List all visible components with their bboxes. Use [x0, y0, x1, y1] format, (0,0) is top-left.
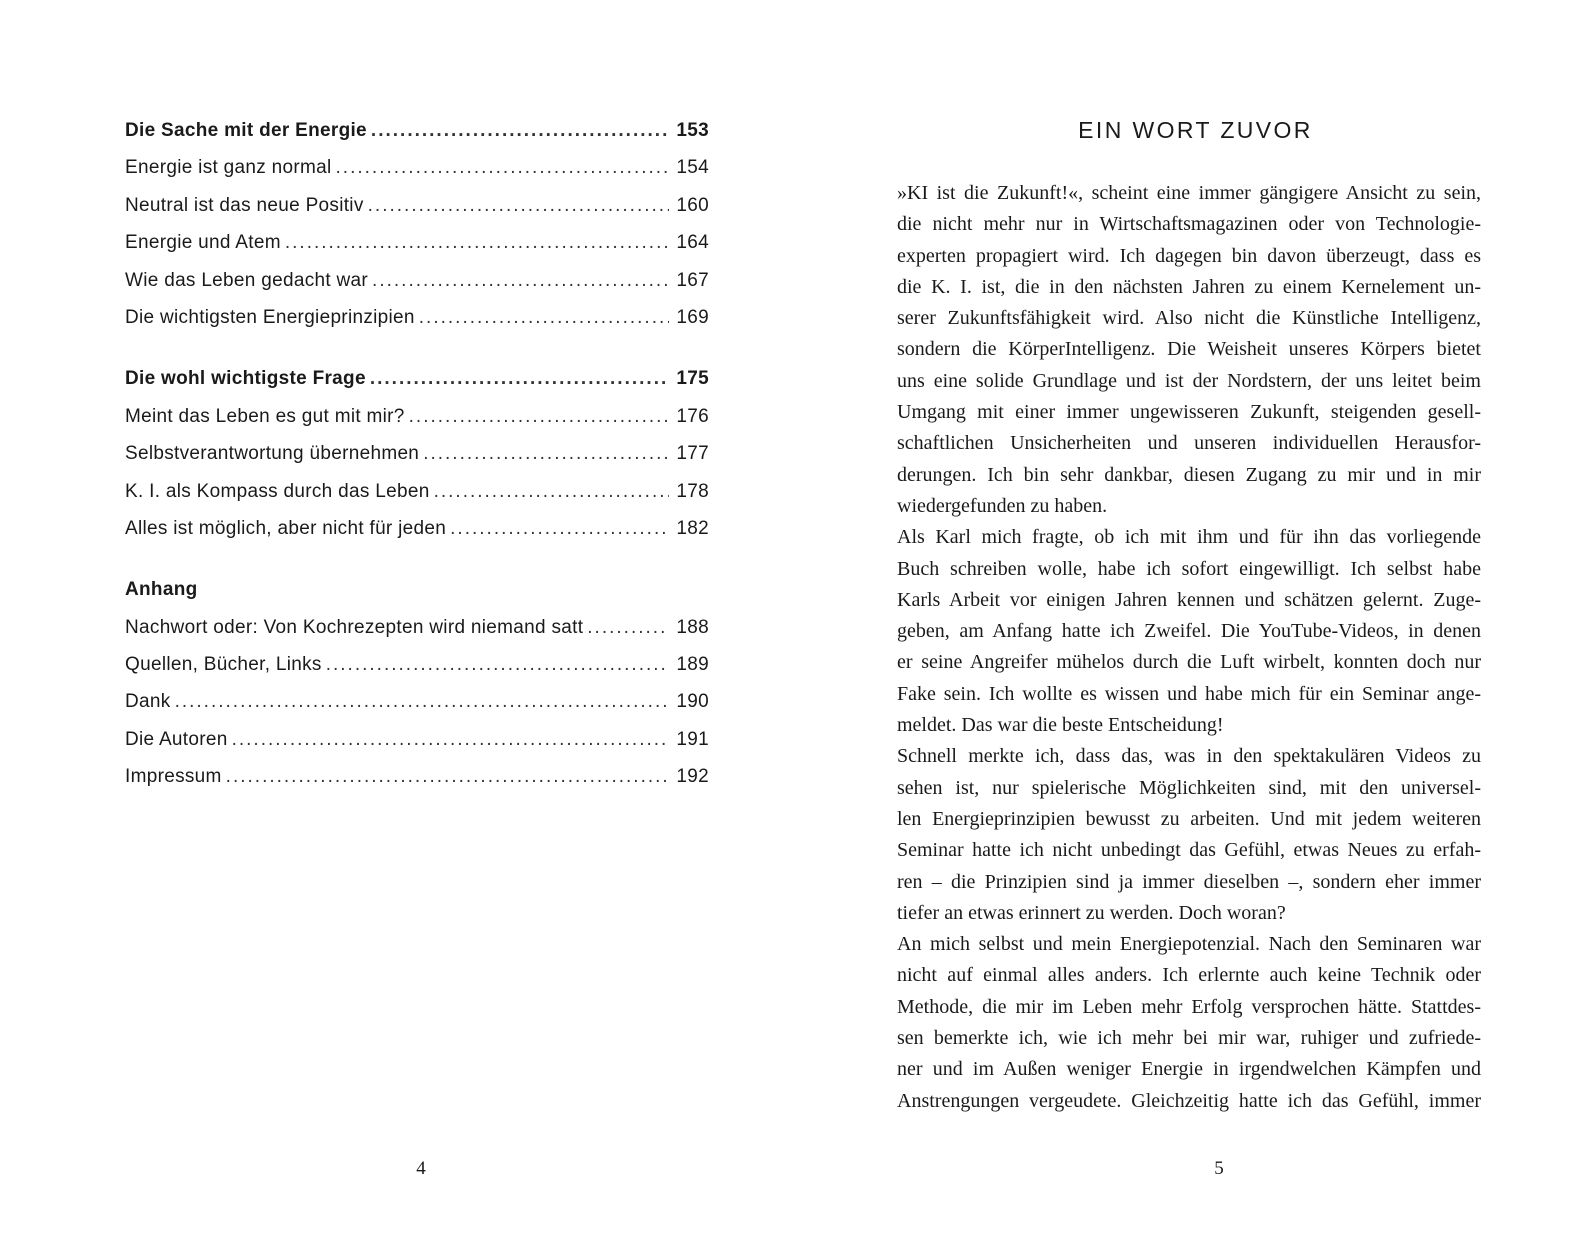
body-line: Buch schreiben wolle, habe ich sofort eingewilligt. Ich selbst habe [897, 557, 1481, 580]
toc-heading-page: 153 [676, 120, 709, 141]
toc-entry [125, 510, 709, 547]
toc-leader-dots [372, 262, 669, 299]
body-line: Schnell merkte ich, dass das, was in den spektakulären Videos zu [897, 745, 1481, 768]
body-line: Fake sein. Ich wollte es wissen und habe mich für ein Seminar ange- [897, 682, 1481, 705]
table-of-contents [125, 112, 709, 820]
toc-leader-dots [423, 435, 669, 472]
toc-entry-title: Die Autoren [125, 728, 228, 750]
toc-entry-title: Meint das Leben es gut mit mir? [125, 405, 405, 427]
toc-entry [125, 646, 709, 683]
toc-leader-dots [370, 360, 669, 397]
toc-heading: Anhang [125, 579, 198, 601]
toc-entry-title: Selbstverantwortung übernehmen [125, 443, 420, 465]
body-text [897, 178, 1481, 1117]
body-line: nicht auf einmal alles anders. Ich erlernte auch keine Technik oder [897, 964, 1481, 987]
toc-entry-title: Die wichtigsten Energieprinzipien [125, 306, 415, 328]
toc-heading [125, 112, 709, 149]
toc-entry-page: 160 [676, 194, 709, 216]
toc-section [125, 360, 709, 547]
toc-entry [125, 149, 709, 186]
toc-entry-title: Nachwort oder: Von Kochrezepten wird niemand satt [125, 616, 584, 638]
toc-entry-title: Impressum [125, 766, 222, 788]
toc-leader-dots [587, 609, 669, 646]
body-line: uns eine solide Grundlage und ist der Nordstern, der uns leitet beim [897, 369, 1481, 392]
toc-entry [125, 187, 709, 224]
toc-entry-title: Energie ist ganz normal [125, 157, 332, 179]
toc-entry [125, 683, 709, 720]
body-line: er seine Angreifer mühelos durch die Luft wirbelt, konnten doch nur [897, 651, 1481, 674]
toc-entry [125, 224, 709, 261]
body-line: ren – die Prinzipien sind ja immer dieselben –, sondern eher immer [897, 870, 1481, 893]
body-line: Als Karl mich fragte, ob ich mit ihm und für ihn das vorliegende [897, 526, 1481, 549]
body-line: Karls Arbeit vor einigen Jahren kennen und schätzen gelernt. Zuge- [897, 588, 1481, 611]
body-line: die K. I. ist, die in den nächsten Jahren zu einem Kernelement un- [897, 275, 1481, 298]
toc-entry-page: 167 [676, 269, 709, 291]
toc-leader-dots [450, 510, 669, 547]
body-line: »KI ist die Zukunft!«, scheint eine immer gängigere Ansicht zu sein, [897, 182, 1481, 204]
toc-entry-page: 169 [676, 306, 709, 328]
body-line: Seminar hatte ich nicht unbedingt das Gefühl, etwas Neues zu erfah- [897, 839, 1481, 862]
toc-entry-page: 154 [676, 157, 709, 179]
toc-leader-dots [326, 646, 669, 683]
toc-entry [125, 262, 709, 299]
toc-section [125, 112, 709, 336]
body-line: Methode, die mir im Leben mehr Erfolg versprochen hätte. Stattdes- [897, 995, 1481, 1018]
toc-entry-page: 182 [676, 517, 709, 539]
body-line: serer Zukunftsfähigkeit wird. Also nicht die Künstliche Intelligenz, [897, 307, 1481, 330]
toc-entry-page: 191 [676, 728, 709, 750]
toc-entry-page: 177 [676, 443, 709, 465]
toc-leader-dots [368, 187, 669, 224]
toc-entry [125, 473, 709, 510]
toc-entry-page: 189 [676, 654, 709, 676]
toc-entry-title: K. I. als Kompass durch das Leben [125, 480, 430, 502]
body-line: die nicht mehr nur in Wirtschaftsmagazinen oder von Technologie- [897, 213, 1481, 236]
toc-entry-title: Energie und Atem [125, 232, 281, 254]
toc-heading-title: Die Sache mit der Energie [125, 120, 367, 141]
body-line: Umgang mit einer immer ungewisseren Zukunft, steigenden gesell- [897, 401, 1481, 424]
toc-entry-page: 178 [676, 480, 709, 502]
toc-entry-title: Quellen, Bücher, Links [125, 654, 322, 676]
toc-entry-page: 192 [676, 766, 709, 788]
toc-entry [125, 398, 709, 435]
toc-section [125, 571, 709, 795]
toc-heading-page: 175 [676, 368, 709, 390]
toc-leader-dots [226, 758, 669, 795]
page-number-right: 5 [1214, 1158, 1224, 1179]
body-line: An mich selbst und mein Energiepotenzial. Nach den Seminaren war [897, 933, 1481, 956]
body-line: derungen. Ich bin sehr dankbar, diesen Zugang zu mir und in mir [897, 463, 1481, 486]
toc-entry [125, 609, 709, 646]
toc-leader-dots [336, 149, 669, 186]
body-line: ner und im Außen weniger Energie in irgendwelchen Kämpfen und [897, 1058, 1481, 1081]
toc-entry [125, 435, 709, 472]
toc-entry [125, 299, 709, 336]
toc-entry-page: 190 [676, 691, 709, 713]
toc-entry-title: Wie das Leben gedacht war [125, 269, 369, 291]
toc-entry [125, 721, 709, 758]
toc-leader-dots [285, 224, 669, 261]
body-line: sen bemerkte ich, wie ich mehr bei mir war, ruhiger und zufriede- [897, 1027, 1481, 1050]
toc-leader-dots [409, 398, 669, 435]
toc-entry [125, 758, 709, 795]
body-line: meldet. Das war die beste Entscheidung! [897, 714, 1224, 737]
toc-leader-dots [232, 721, 669, 758]
body-line: sondern die KörperIntelligenz. Die Weisheit unseres Körpers bietet [897, 338, 1481, 361]
toc-entry-page: 176 [676, 405, 709, 427]
body-line: sehen ist, nur spielerische Möglichkeiten sind, mit den universel- [897, 776, 1481, 799]
toc-entry-title: Alles ist möglich, aber nicht für jeden [125, 517, 447, 539]
body-line: geben, am Anfang hatte ich Zweifel. Die YouTube-Videos, in denen [897, 620, 1481, 643]
toc-heading [125, 360, 709, 397]
toc-entry-title: Dank [125, 691, 171, 713]
body-line: wiedergefunden zu haben. [897, 494, 1108, 517]
toc-entry-page: 164 [676, 232, 709, 254]
toc-leader-dots [434, 473, 669, 510]
body-line: len Energieprinzipien bewusst zu arbeiten. Und mit jedem weiteren [897, 807, 1481, 830]
body-line: tiefer an etwas erinnert zu werden. Doch woran? [897, 901, 1286, 924]
toc-entry-title: Neutral ist das neue Positiv [125, 194, 364, 216]
page-number-left: 4 [416, 1158, 426, 1179]
body-line: Anstrengungen vergeudete. Gleichzeitig hatte ich das Gefühl, immer [897, 1089, 1481, 1112]
body-line: experten propagiert wird. Ich dagegen bin davon überzeugt, dass es [897, 244, 1481, 267]
toc-leader-dots [419, 299, 669, 336]
toc-heading-title: Die wohl wichtigste Frage [125, 368, 366, 390]
toc-entry-page: 188 [676, 616, 709, 638]
chapter-title: EIN WORT ZUVOR [1078, 117, 1313, 143]
toc-leader-dots [371, 112, 669, 149]
right-page [797, 0, 1594, 1240]
toc-leader-dots [175, 683, 669, 720]
body-line: schaftlichen Unsicherheiten und unseren individuellen Herausfor- [897, 432, 1481, 455]
